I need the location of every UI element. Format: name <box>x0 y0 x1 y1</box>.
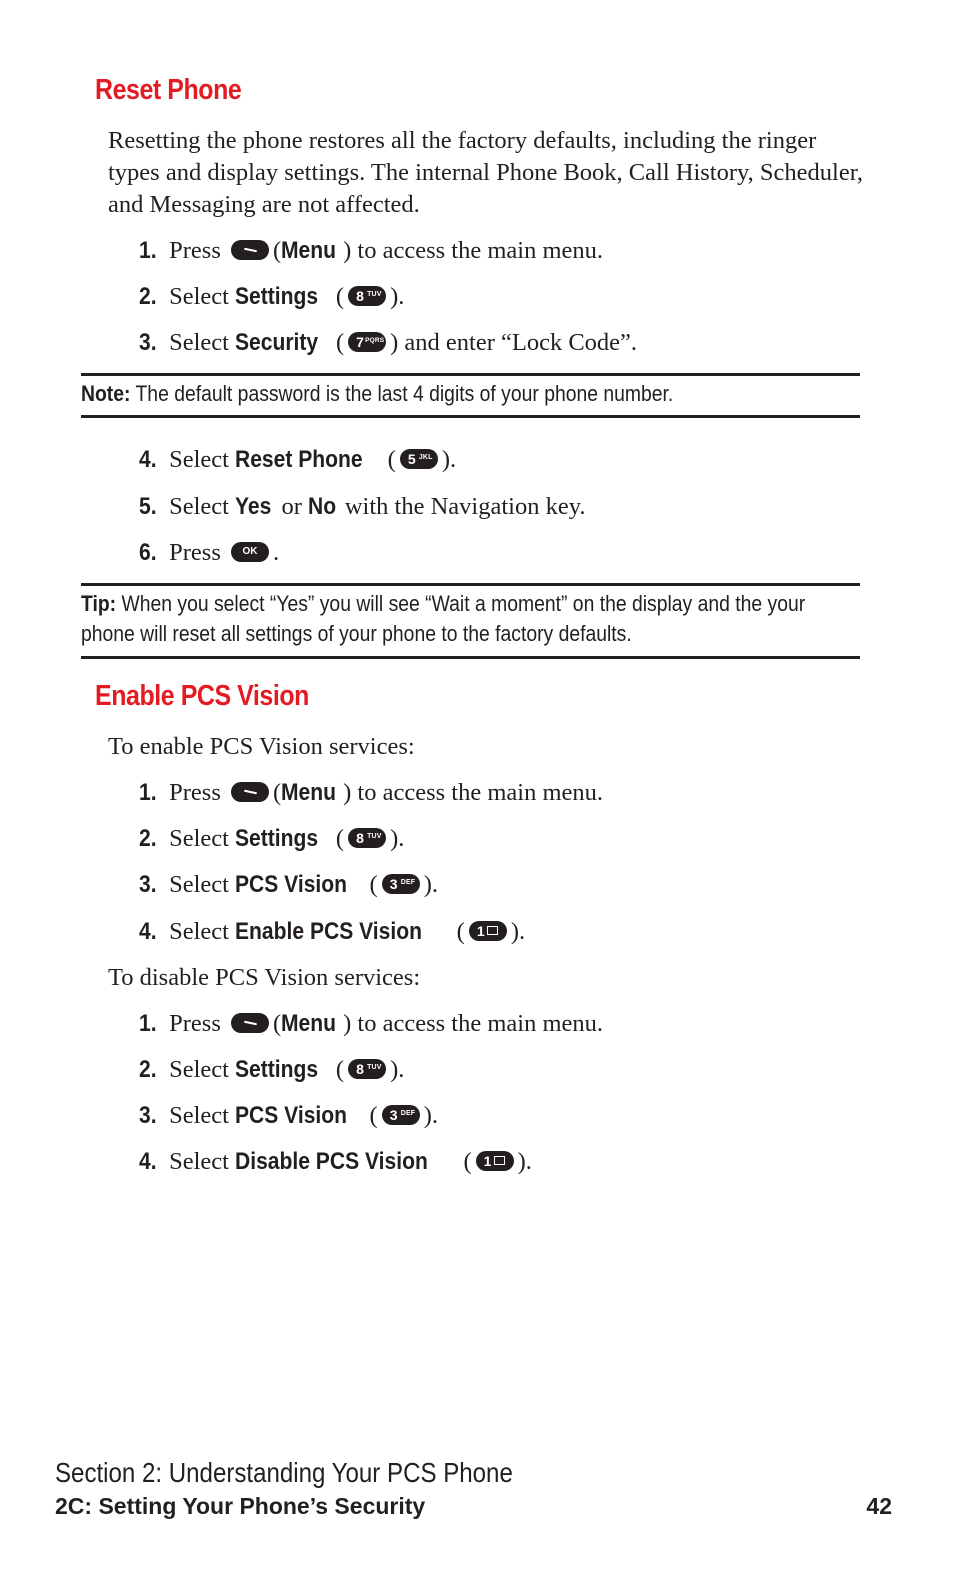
section-title-enable-pcs-vision: Enable PCS Vision <box>95 680 309 712</box>
enable-step-1: 1. Press (Menu ) to access the main menu. <box>139 779 604 806</box>
enable-step-2: 2. Select Settings ( 8 TUV ). <box>139 825 405 852</box>
key-1-icon: 1 <box>476 1151 514 1171</box>
menu-softkey-icon <box>231 1013 269 1033</box>
key-8-icon: 8 TUV <box>348 828 386 848</box>
enable-step-3: 3. Select PCS Vision ( 3 DEF ). <box>139 871 438 898</box>
reset-step-6: 6. Press OK . <box>139 539 280 566</box>
disable-step-1: 1. Press (Menu ) to access the main menu. <box>139 1010 604 1037</box>
enable-intro: To enable PCS Vision services: <box>108 733 415 760</box>
menu-softkey-icon <box>231 782 269 802</box>
key-8-icon: 8 TUV <box>348 1059 386 1079</box>
note-box <box>81 373 860 418</box>
key-3-icon: 3 DEF <box>382 1105 420 1125</box>
key-7-icon: 7 PQRS <box>348 332 386 352</box>
menu-softkey-icon <box>231 240 269 260</box>
key-5-icon: 5 JKL <box>400 449 438 469</box>
reset-intro: Resetting the phone restores all the factory defaults, including the ringer types and display settings. The internal Phone Book, Call History, Scheduler, and Messaging are not affected. <box>108 127 864 218</box>
note-text: The default password is the last 4 digits of your phone number. <box>135 381 674 406</box>
disable-step-2: 2. Select Settings ( 8 TUV ). <box>139 1056 405 1083</box>
section-title-reset-phone: Reset Phone <box>95 74 242 106</box>
reset-step-5: 5. Select Yes or No with the Navigation key. <box>139 493 586 520</box>
key-1-icon: 1 <box>469 921 507 941</box>
tip-box <box>81 583 860 659</box>
note-label: Note: <box>81 381 131 406</box>
tip-text: When you select “Yes” you will see “Wait a moment” on the display and the your phone will reset all settings of your phone to the factory defaults. <box>81 591 806 646</box>
key-8-icon: 8 TUV <box>348 286 386 306</box>
footer-subsection: 2C: Setting Your Phone’s Security <box>55 1493 426 1519</box>
key-3-icon: 3 DEF <box>382 874 420 894</box>
reset-step-4: 4. Select Reset Phone ( 5 JKL ). <box>139 446 457 473</box>
disable-step-3: 3. Select PCS Vision ( 3 DEF ). <box>139 1102 438 1129</box>
reset-step-1: 1. Press (Menu ) to access the main menu. <box>139 237 604 264</box>
disable-step-4: 4. Select Disable PCS Vision ( 1 ). <box>139 1148 532 1175</box>
disable-intro: To disable PCS Vision services: <box>108 964 421 991</box>
page-number: 42 <box>866 1493 892 1519</box>
enable-step-4: 4. Select Enable PCS Vision ( 1 ). <box>139 918 526 945</box>
reset-step-2: 2. Select Settings ( 8 TUV ). <box>139 283 405 310</box>
tip-label: Tip: <box>81 591 117 616</box>
ok-key-icon: OK <box>231 542 269 562</box>
footer-section-title: Section 2: Understanding Your PCS Phone <box>55 1457 513 1488</box>
reset-step-3: 3. Select Security ( 7 PQRS ) and enter “Lock Code”. <box>139 329 638 356</box>
